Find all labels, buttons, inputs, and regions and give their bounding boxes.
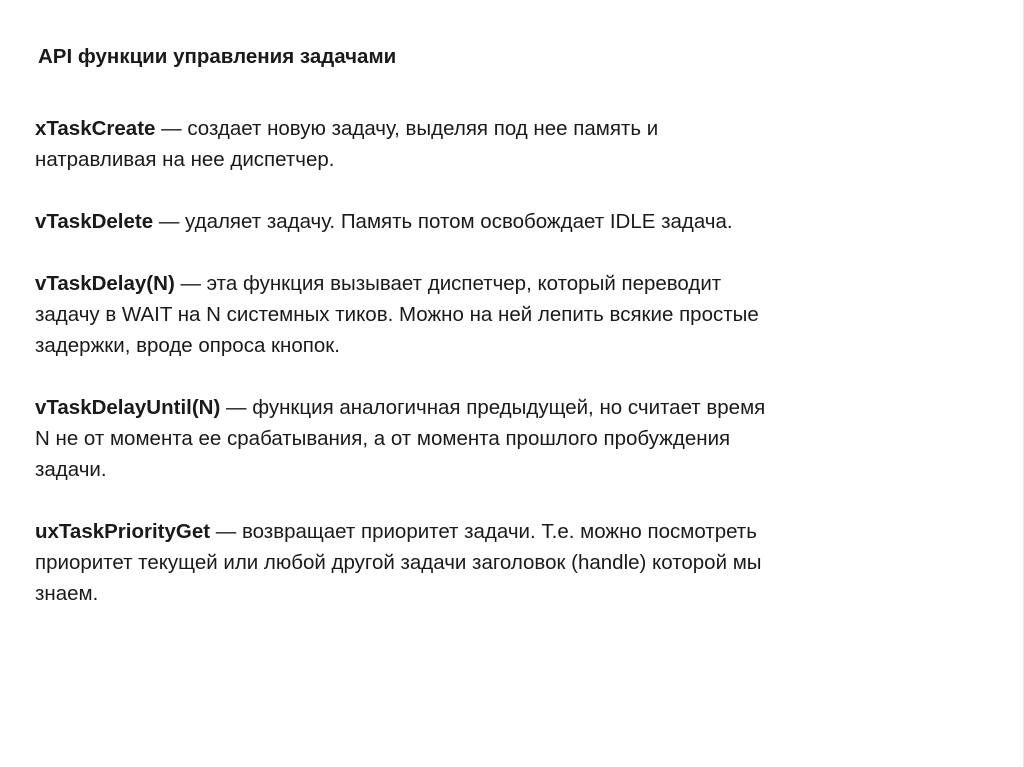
entry-line: задержки, вроде опроса кнопок. [35, 334, 340, 357]
function-name: uxTaskPriorityGet [35, 520, 211, 543]
entry-line [35, 268, 995, 299]
function-name: xTaskCreate [35, 117, 156, 140]
entry-line: задачу в WAIT на N системных тиков. Можно на ней лепить всякие простые [35, 303, 759, 326]
entry-line: N не от момента ее срабатывания, а от момента прошлого пробуждения [35, 427, 731, 450]
entry-line [35, 516, 995, 547]
function-description: — создает новую задачу, выделяя под нее память и [155, 117, 659, 140]
function-description: — эта функция вызывает диспетчер, который переводит [174, 272, 722, 295]
function-name: vTaskDelay(N) [35, 272, 175, 295]
entry-line: знаем. [35, 582, 99, 605]
entry-uxtaskpriorityget [35, 516, 995, 609]
entry-line: задачи. [35, 458, 107, 481]
entry-line [35, 206, 995, 237]
entry-xtaskcreate [35, 113, 995, 175]
function-name: vTaskDelayUntil(N) [35, 396, 221, 419]
entry-vtaskdelete [35, 206, 995, 237]
slide-body [35, 113, 995, 640]
function-description: — возвращает приоритет задачи. Т.е. можно посмотреть [210, 520, 757, 543]
function-description: — удаляет задачу. Память потом освобождает IDLE задача. [153, 210, 733, 233]
slide-title: API функции управления задачами [38, 45, 397, 68]
function-description: — функция аналогичная предыдущей, но считает время [220, 396, 766, 419]
function-name: vTaskDelete [35, 210, 154, 233]
entry-line [35, 392, 995, 423]
entry-line [35, 113, 995, 144]
entry-line: натравливая на нее диспетчер. [35, 148, 335, 171]
entry-line: приоритет текущей или любой другой задачи заголовок (handle) которой мы [35, 551, 762, 574]
entry-vtaskdelay [35, 268, 995, 361]
entry-vtaskdelayuntil [35, 392, 995, 485]
